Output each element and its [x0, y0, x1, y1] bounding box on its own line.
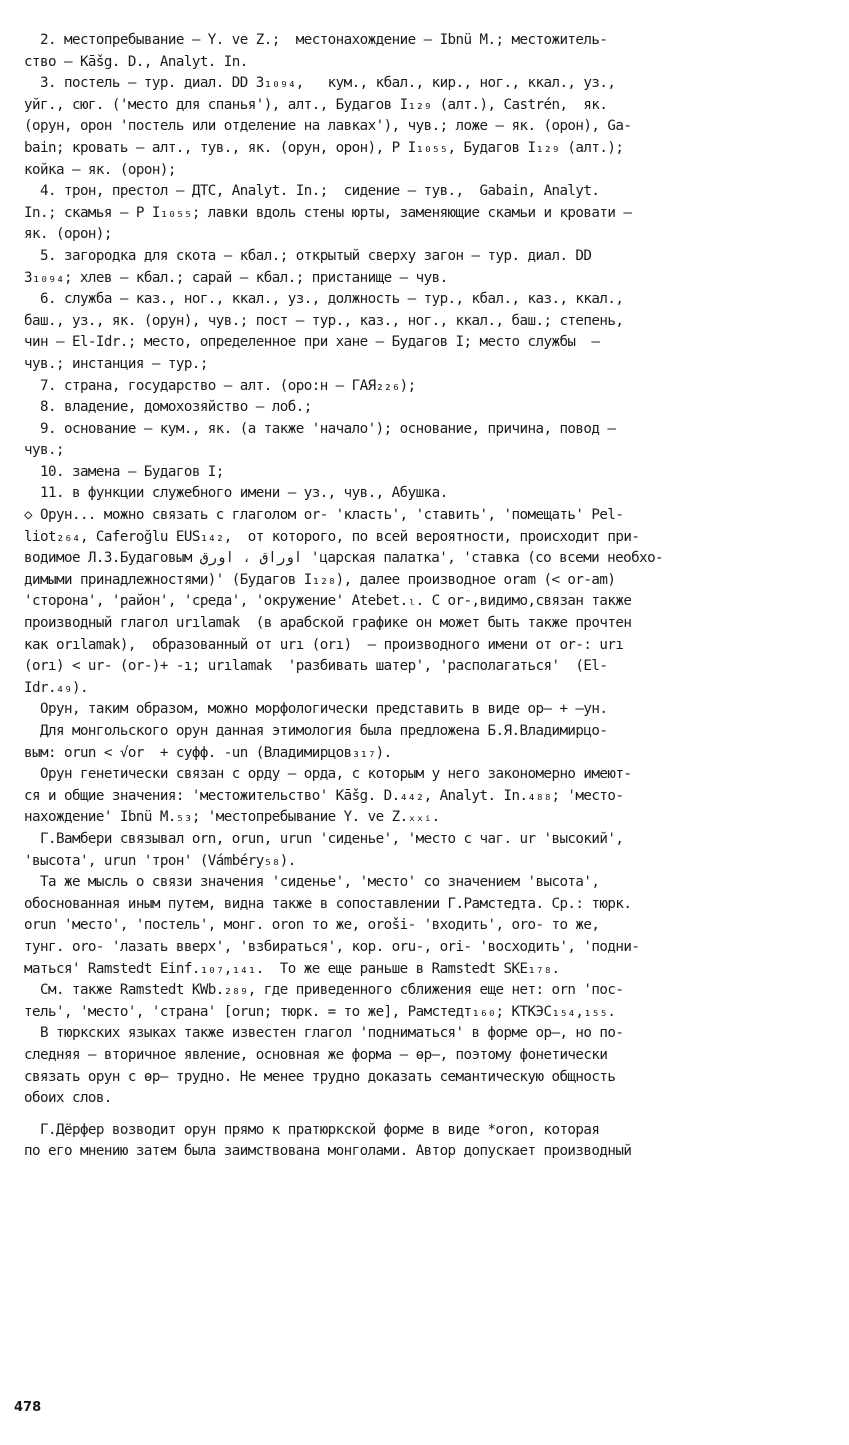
text-line: 'высота', urun 'трон' (Vámbéry₅₈). — [24, 852, 296, 869]
text-line: производный глагол urılamak (в арабской графике он может быть также прочтен — [24, 615, 632, 632]
text-line: Г.Дёрфер возводит орун прямо к пратюркской форме в виде *oron, которая — [24, 1121, 600, 1138]
text-line: ся и общие значения: 'местожительство' Kāšg. D.₄₄₂, Analyt. In.₄₈₈; 'место- — [24, 787, 624, 804]
text-line: баш., уз., як. (орун), чув.; пост – тур., каз., ног., ккал., баш.; степень, — [24, 312, 624, 329]
text-line: как orılamak), образованный от urı (orı) – производного имени от or-: urı — [24, 636, 624, 653]
text-line: Для монгольского орун данная этимология была предложена Б.Я.Владимирцо- — [24, 723, 608, 739]
text-line: 2. местопребывание – Y. ve Z.; местонахождение – Ibnü M.; местожитель- — [24, 32, 608, 48]
text-line: 3. постель – тур. диал. DD 3₁₀₉₄, кум., кбал., кир., ног., ккал., уз., — [24, 75, 616, 92]
text-line: маться' Ramstedt Einf.₁₀₇,₁₄₁. То же еще раньше в Ramstedt SKE₁₇₈. — [24, 960, 560, 977]
text-line: bain; кровать – алт., тув., як. (орун, орон), Р I₁₀₅₅, Будагов I₁₂₉ (алт.); — [24, 139, 624, 156]
text-line: койка – як. (орон); — [24, 161, 176, 178]
text-line: обоснованная иным путем, видна также в сопоставлении Г.Рамстедта. Ср.: тюрк. — [24, 895, 632, 912]
text-line: чув.; инстанция – тур.; — [24, 355, 208, 372]
text-line: 7. страна, государство – алт. (оро:н – ГАЯ₂₂₆); — [24, 377, 416, 394]
text-line: 8. владение, домохозяйство – лоб.; — [24, 399, 312, 416]
text-line: следняя – вторичное явление, основная же форма – өр–, поэтому фонетически — [24, 1046, 608, 1063]
text-line: 'сторона', 'район', 'среда', 'окружение' Atebet.ₗ. С or-,видимо,связан также — [24, 593, 632, 610]
text-line: 3₁₀₉₄; хлев – кбал.; сарай – кбал.; пристанище – чув. — [24, 269, 448, 286]
text-line: 9. основание – кум., як. (а также 'начало'); основание, причина, повод – — [24, 420, 616, 437]
text-line: связать орун с өр– трудно. Не менее трудно доказать семантическую общность — [24, 1068, 616, 1085]
text-body — [24, 30, 829, 1163]
page-number: 478 — [14, 1400, 42, 1415]
text-line: вым: orun < √or + суфф. -un (Владимирцов₃₁₇). — [24, 744, 392, 761]
text-line: димыми принадлежностями)' (Будагов I₁₂₈), далее производное oram (< or-am) — [24, 571, 616, 588]
text-line: 10. замена – Будагов I; — [24, 463, 224, 480]
text-line: як. (орон); — [24, 226, 112, 243]
text-line: См. также Ramstedt KWb.₂₈₉, где приведенного сближения еще нет: orn 'пос- — [24, 982, 624, 999]
text-line: чув.; — [24, 442, 64, 459]
text-line: Та же мысль о связи значения 'сиденье', 'место' со значением 'высота', — [24, 874, 600, 891]
text-line: (orı) < ur- (or-)+ -ı; urılamak 'разбивать шатер', 'располагаться' (El- — [24, 658, 608, 675]
text-line: Орун, таким образом, можно морфологически представить в виде ор– + –ун. — [24, 701, 608, 718]
text-line: чин – El-Idr.; место, определенное при хане – Будагов I; место службы – — [24, 334, 600, 351]
text-line: 4. трон, престол – ДТС, Analyt. In.; сидение – тув., Gabain, Analyt. — [24, 183, 600, 200]
text-line: тунг. oro- 'лазать вверх', 'взбираться', кор. oru-, ori- 'восходить', 'подни- — [24, 938, 640, 955]
text-line: нахождение' Ibnü M.₅₃; 'местопребывание Y. ve Z.ₓₓᵢ. — [24, 809, 440, 826]
text-line: уйг., сюг. ('место для спанья'), алт., Будагов I₁₂₉ (алт.), Castrén, як. — [24, 96, 608, 113]
text-line: 11. в функции служебного имени – уз., чув., Абушка. — [24, 485, 448, 502]
text-line: Г.Вамбери связывал orn, orun, urun 'сиденье', 'место с чаг. ur 'высокий', — [24, 830, 624, 847]
text-line: ◇ Орун... можно связать с глаголом or- 'класть', 'ставить', 'помещать' Pel- — [24, 507, 624, 524]
text-line: 5. загородка для скота – кбал.; открытый сверху загон – тур. диал. DD — [24, 247, 592, 264]
text-line: водимое Л.З.Будаговым اوراق ، اورق 'царская палатка', 'ставка (со всеми необхо- — [24, 550, 664, 567]
text-line: 6. служба – каз., ног., ккал., уз., должность – тур., кбал., каз., ккал., — [24, 291, 624, 308]
text-line: (орун, орон 'постель или отделение на лавках'), чув.; ложе – як. (орон), Ga- — [24, 118, 632, 135]
text-line: In.; скамья – Р I₁₀₅₅; лавки вдоль стены юрты, заменяющие скамьи и кровати – — [24, 204, 632, 221]
text-line: тель', 'место', 'страна' [orun; тюрк. = то же], Рамстедт₁₆₀; КТКЭС₁₅₄,₁₅₅. — [24, 1003, 616, 1020]
text-line: Орун генетически связан с орду – орда, с которым у него закономерно имеют- — [24, 766, 632, 783]
text-line: В тюркских языках также известен глагол 'подниматься' в форме ор–, но по- — [24, 1025, 624, 1042]
text-line: обоих слов. — [24, 1090, 112, 1107]
text-line: Idr.₄₉). — [24, 679, 88, 696]
paragraph-gap — [24, 1110, 829, 1120]
text-line: по его мнению затем была заимствована монголами. Автор допускает производный — [24, 1143, 632, 1160]
text-line: liot₂₆₄, Caferoğlu EUS₁₄₂, от которого, по всей вероятности, происходит при- — [24, 528, 640, 545]
text-line: orun 'место', 'постель', монг. oron то же, oroši- 'входить', oro- то же, — [24, 917, 600, 934]
text-line: ство – Kāšg. D., Analyt. In. — [24, 53, 248, 70]
